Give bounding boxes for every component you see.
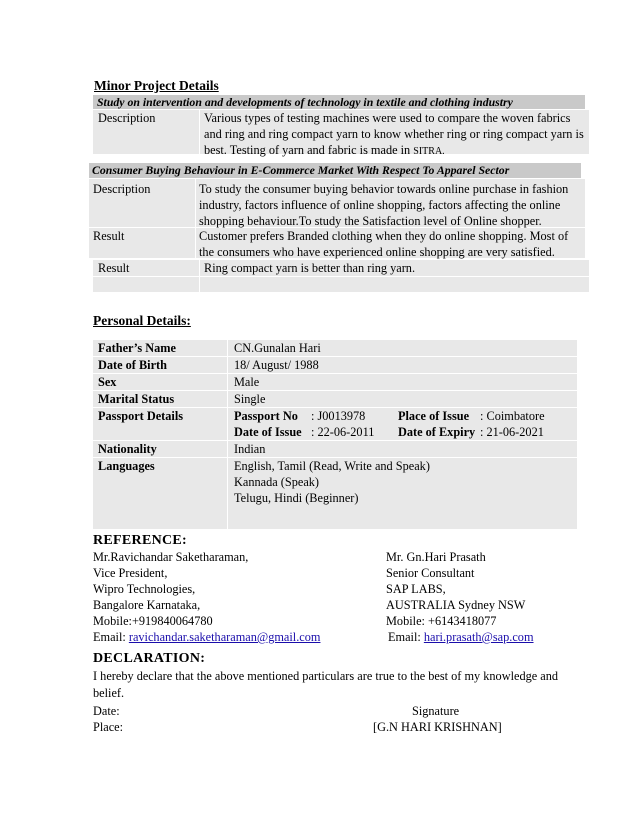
ref-left-company: Wipro Technologies, <box>93 582 196 596</box>
project1-desc-row <box>93 110 589 157</box>
personal-details-table <box>93 340 577 529</box>
project2-result-text: Customer prefers Branded clothing when they do online shopping. Most of the consumers who have experienced online shopping are very satisfied. <box>199 229 569 259</box>
date-of-expiry-label: Date of Expiry <box>398 425 476 439</box>
languages-line-1: English, Tamil (Read, Write and Speak) <box>234 459 430 473</box>
passport-details-label: Passport Details <box>98 409 184 423</box>
ref-left-mobile: Mobile:+919840064780 <box>93 614 213 628</box>
project2-desc-text: To study the consumer buying behavior towards online purchase in fashion industry, factors influence of online shopping, factors affecting the online shopping behaviour.To study the Satisfaction level of Online shopper. <box>199 182 569 228</box>
languages-label: Languages <box>98 459 155 473</box>
project2-result-label: Result <box>93 229 125 243</box>
dob-value: 18/ August/ 1988 <box>234 358 319 372</box>
date-of-issue-value: : 22-06-2011 <box>311 425 375 439</box>
signature-label: Signature <box>412 704 460 718</box>
declaration-text: I hereby declare that the above mentioned particulars are true to the best of my knowledge and belief. <box>93 669 559 700</box>
place-of-issue-value: : Coimbatore <box>480 409 545 423</box>
project1-desc-text: Various types of testing machines were used to compare the woven fabrics and ring and ring compact yarn to know whether ring or ring compact yarn is best. Testing of yarn and fabric is made in SITRA. <box>204 111 584 157</box>
ref-left-name: Mr.Ravichandar Saketharaman, <box>93 550 249 564</box>
reference-right <box>386 549 534 645</box>
fathers-name-label: Father’s Name <box>98 341 176 355</box>
nationality-label: Nationality <box>98 442 157 456</box>
dob-label: Date of Birth <box>98 358 167 372</box>
ref-left-email-link[interactable]: ravichandar.saketharaman@gmail.com <box>128 630 321 644</box>
reference-left <box>93 549 320 645</box>
ref-right-name: Mr. Gn.Hari Prasath <box>386 550 486 564</box>
ref-right-email-link[interactable]: hari.prasath@sap.com <box>423 630 534 644</box>
project1-desc-label: Description <box>98 111 156 125</box>
project1-title-bar <box>93 95 585 109</box>
project1-result-label: Result <box>98 261 130 275</box>
place-label: Place: <box>93 720 124 734</box>
ref-right-mobile: Mobile: +6143418077 <box>386 614 497 628</box>
ref-left-role: Vice President, <box>93 566 168 580</box>
date-label: Date: <box>93 704 120 718</box>
ref-right-company: SAP LABS, <box>386 582 446 596</box>
project1-result-row <box>93 260 589 292</box>
ref-left-email-row: Email: ravichandar.saketharaman@gmail.com <box>93 630 321 644</box>
date-of-expiry-value: : 21-06-2021 <box>480 425 544 439</box>
ref-right-location: AUSTRALIA Sydney NSW <box>386 598 526 612</box>
signature-name: [G.N HARI KRISHNAN] <box>373 720 502 734</box>
minor-project-heading: Minor Project Details <box>94 78 219 93</box>
ref-right-role: Senior Consultant <box>386 566 475 580</box>
project1-title: Study on intervention and developments of technology in textile and clothing industry <box>97 95 513 109</box>
ref-right-email-row: Email: hari.prasath@sap.com <box>388 630 534 644</box>
place-of-issue-label: Place of Issue <box>398 409 470 423</box>
fathers-name-value: CN.Gunalan Hari <box>234 341 321 355</box>
sex-value: Male <box>234 375 260 389</box>
marital-status-value: Single <box>234 392 266 406</box>
project2-title-bar <box>89 163 581 178</box>
project2-desc-label: Description <box>93 182 151 196</box>
project1-result-text: Ring compact yarn is better than ring yarn. <box>204 261 416 275</box>
passport-no-value: : J0013978 <box>311 409 366 423</box>
passport-no-label: Passport No <box>234 409 298 423</box>
sex-label: Sex <box>98 375 117 389</box>
project2-result-row <box>89 228 585 258</box>
ref-left-location: Bangalore Karnataka, <box>93 598 201 612</box>
project2-desc-row <box>89 179 585 227</box>
project2-title: Consumer Buying Behaviour in E-Commerce Market With Respect To Apparel Sector <box>92 163 510 177</box>
declaration-heading: DECLARATION: <box>93 651 206 666</box>
date-of-issue-label: Date of Issue <box>234 425 302 439</box>
languages-line-2: Kannada (Speak) <box>234 475 320 489</box>
personal-details-heading: Personal Details: <box>93 313 191 328</box>
reference-heading: REFERENCE: <box>93 533 188 548</box>
nationality-value: Indian <box>234 442 266 456</box>
marital-status-label: Marital Status <box>98 392 175 406</box>
languages-line-3: Telugu, Hindi (Beginner) <box>234 491 359 505</box>
